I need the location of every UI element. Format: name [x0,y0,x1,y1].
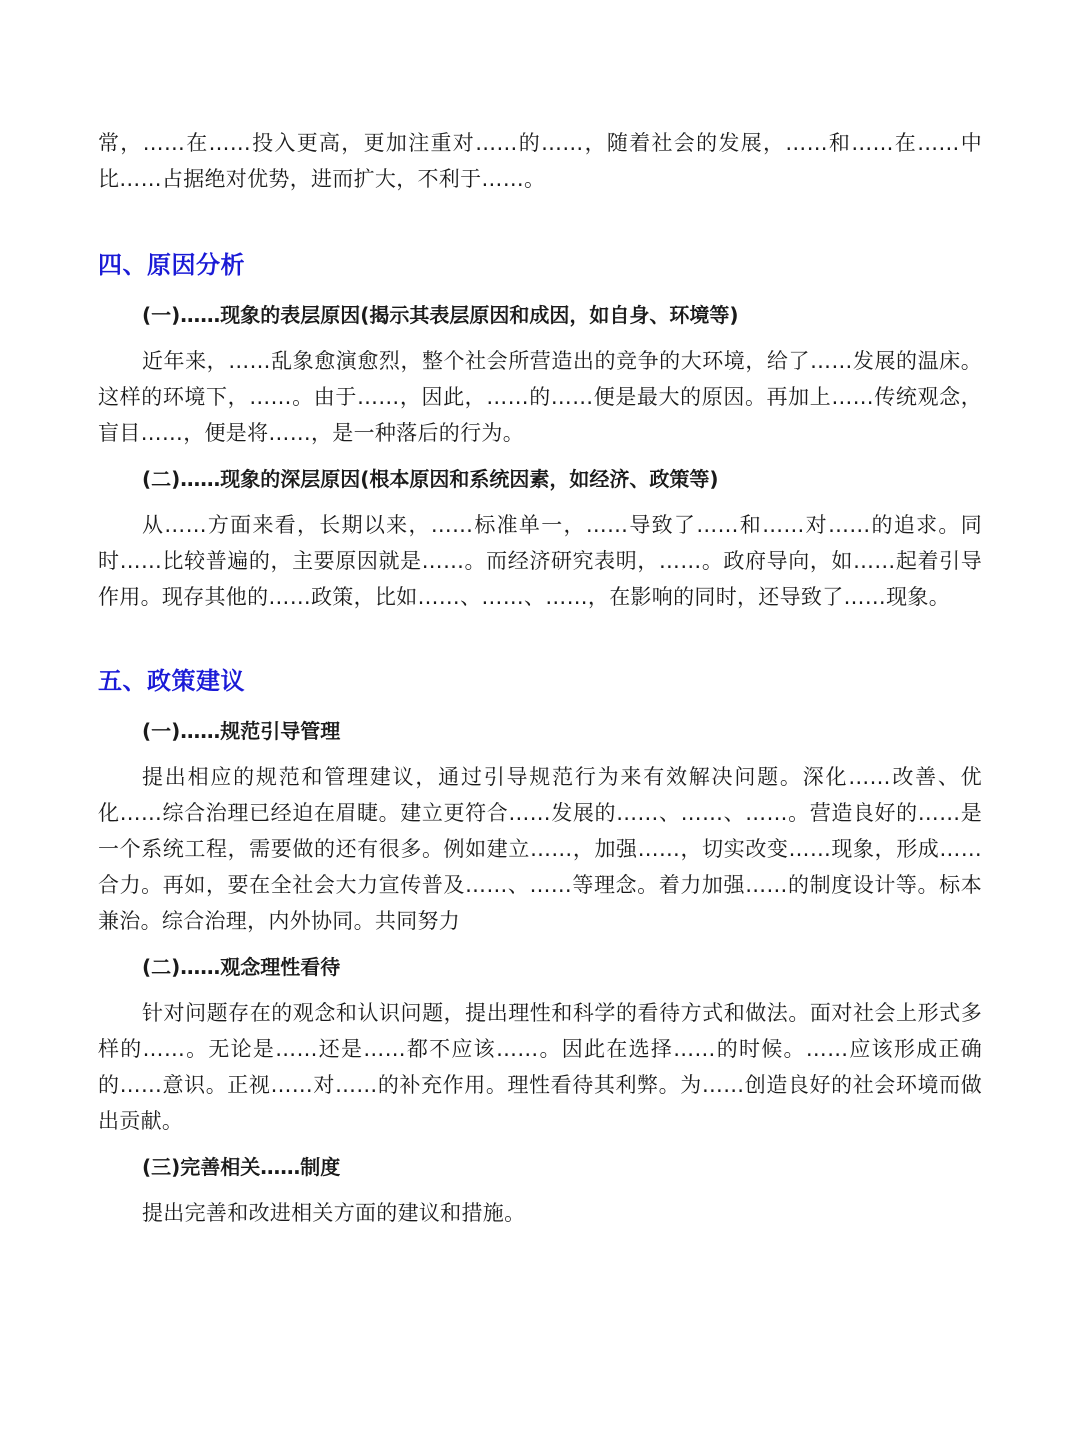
section-4-sub2-heading: (二)……现象的深层原因(根本原因和系统因素，如经济、政策等) [142,467,719,491]
section-4-sub1-heading: (一)……现象的表层原因(揭示其表层原因和成因，如自身、环境等) [142,303,739,327]
section-5-sub3-paragraph: 提出完善和改进相关方面的建议和措施。 [142,1201,526,1225]
section-5-sub1-heading: (一)……规范引导管理 [142,719,341,743]
section-4-sub2-paragraph: 从……方面来看，长期以来，……标准单一，……导致了……和……对……的追求。同时……比较普遍的，主要原因就是……。而经济研究表明，……。政府导向，如……起着引导作用。现存其他的……政策，比如……、……、……，在影响的同时，还导致了……现象。 [98,513,982,609]
section-4-heading: 四、原因分析 [98,251,245,279]
intro-paragraph: 常，……在……投入更高，更加注重对……的……，随着社会的发展，……和……在……中比……占据绝对优势，进而扩大，不利于……。 [98,131,982,191]
section-5-sub3-heading: (三)完善相关……制度 [142,1155,341,1179]
section-4-sub1-paragraph: 近年来，……乱象愈演愈烈，整个社会所营造出的竞争的大环境，给了……发展的温床。这样的环境下，……。由于……，因此，……的……便是最大的原因。再加上……传统观念，盲目……，便是将……，是一种落后的行为。 [98,349,982,445]
document-page [98,125,982,1231]
section-5-sub2-heading: (二)……观念理性看待 [142,955,341,979]
section-5-sub1-paragraph: 提出相应的规范和管理建议，通过引导规范行为来有效解决问题。深化……改善、优化……综合治理已经迫在眉睫。建立更符合……发展的……、……、……。营造良好的……是一个系统工程，需要做的还有很多。例如建立……，加强……，切实改变……现象，形成……合力。再如，要在全社会大力宣传普及……、……等理念。着力加强……的制度设计等。标本兼治。综合治理，内外协同。共同努力 [98,765,982,933]
section-5-heading: 五、政策建议 [98,667,245,695]
section-5-sub2-paragraph: 针对问题存在的观念和认识问题，提出理性和科学的看待方式和做法。面对社会上形式多样的……。无论是……还是……都不应该……。因此在选择……的时候。……应该形成正确的……意识。正视……对……的补充作用。理性看待其利弊。为……创造良好的社会环境而做出贡献。 [98,1001,982,1133]
